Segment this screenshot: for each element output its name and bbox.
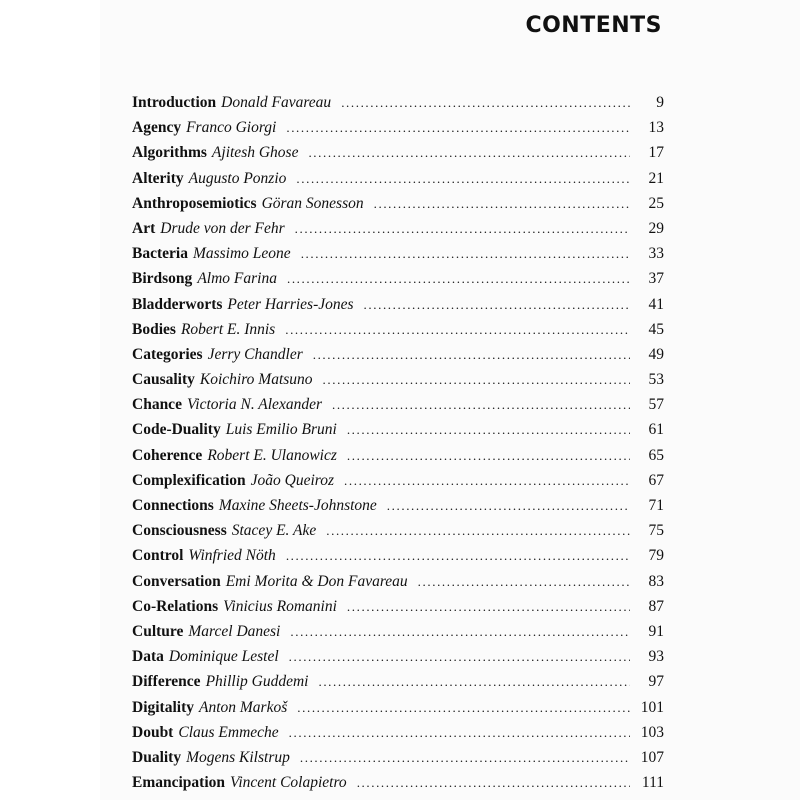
toc-page-number: 17 [648,144,664,162]
toc-topic: Data [132,648,164,666]
toc-page-number: 67 [648,471,664,489]
toc-leader-dots [289,725,630,741]
toc-topic: Doubt [132,723,174,741]
toc-author: Luis Emilio Bruni [225,421,337,439]
toc-leader-dots [300,750,630,766]
toc-page-number: 91 [648,622,664,640]
toc-leader-dots [347,599,630,615]
toc-topic: Control [132,547,184,565]
toc-leader-dots [374,196,630,212]
toc-author: Vincent Colapietro [230,774,347,792]
toc-leader-dots [344,473,630,489]
toc-leader-dots [286,548,630,564]
toc-page-number: 25 [648,194,664,212]
toc-entry [132,472,664,497]
toc-page-number: 87 [648,597,664,615]
toc-leader-dots [285,322,630,338]
toc-entry [132,296,664,321]
toc-leader-dots [326,523,630,539]
toc-page-number: 49 [648,345,664,363]
toc-leader-dots [297,700,630,716]
toc-page-number: 53 [648,371,664,389]
toc-entry [132,170,664,195]
toc-entry [132,497,664,522]
toc-author: Dominique Lestel [168,648,279,666]
toc-topic: Categories [132,345,203,363]
toc-page-number: 29 [648,219,664,237]
toc-author: Claus Emmeche [178,723,279,741]
toc-entry [132,598,664,623]
toc-author: Jerry Chandler [207,345,303,363]
toc-page-number: 9 [656,94,664,111]
toc-entry [132,94,664,119]
toc-leader-dots [296,171,630,187]
toc-topic: Connections [132,497,214,514]
toc-author: Anton Markoš [199,698,288,716]
toc-page-number: 83 [648,572,664,590]
toc-author: Robert E. Ulanowicz [207,446,337,464]
toc-page-number: 107 [640,748,664,766]
toc-topic: Introduction [132,94,217,111]
toc-leader-dots [301,246,630,262]
toc-entry [132,270,664,295]
toc-page-number: 45 [648,320,664,338]
toc-topic: Emancipation [132,774,226,792]
toc-author: Franco Giorgi [186,119,277,137]
toc-entry [132,724,664,749]
toc-entry [132,321,664,346]
toc-leader-dots [313,347,630,363]
toc-page-number: 71 [648,497,664,514]
toc-author: Maxine Sheets-Johnstone [218,497,377,514]
toc-topic: Coherence [132,446,203,464]
toc-leader-dots [332,397,630,413]
toc-page-number: 103 [640,723,664,741]
page-title: CONTENTS [525,13,662,38]
toc-topic: Duality [132,748,182,766]
toc-topic: Bodies [132,320,176,338]
toc-topic: Digitality [132,698,194,716]
toc-entry [132,623,664,648]
toc-leader-dots [418,574,630,590]
toc-author: Koichiro Matsuno [199,371,313,389]
toc-entry [132,195,664,220]
toc-author: João Queiroz [250,471,335,489]
toc-leader-dots [290,624,630,640]
toc-leader-dots [347,422,630,438]
toc-topic: Causality [132,371,195,389]
toc-author: Almo Farina [197,270,277,288]
toc-entry [132,396,664,421]
toc-page-number: 13 [648,119,664,137]
toc-page-number: 79 [648,547,664,565]
toc-author: Göran Sonesson [261,194,364,212]
toc-leader-dots [318,674,630,690]
toc-author: Donald Favareau [221,94,332,111]
toc-author: Mogens Kilstrup [186,748,290,766]
toc-topic: Agency [132,119,182,137]
toc-leader-dots [323,372,630,388]
toc-page-number: 33 [648,245,664,263]
toc-entry [132,648,664,673]
toc-topic: Bacteria [132,245,188,263]
toc-author: Stacey E. Ake [231,522,317,540]
toc-entry [132,421,664,446]
toc-topic: Birdsong [132,270,193,288]
toc-entry [132,699,664,724]
toc-page-number: 75 [648,522,664,540]
toc-entry [132,522,664,547]
toc-entry [132,371,664,396]
toc-topic: Code-Duality [132,421,221,439]
toc-topic: Culture [132,622,184,640]
toc-leader-dots [289,649,630,665]
toc-author: Emi Morita & Don Favareau [225,572,408,590]
toc-entry [132,573,664,598]
toc-entry [132,346,664,371]
toc-entry [132,144,664,169]
toc-leader-dots [287,271,630,287]
toc-page-number: 21 [648,169,664,187]
toc-topic: Alterity [132,169,184,187]
toc-topic: Conversation [132,572,221,590]
toc-topic: Consciousness [132,522,227,540]
toc-entry [132,119,664,144]
toc-page-number: 101 [640,698,664,716]
toc-page-number: 65 [648,446,664,464]
toc-entry [132,673,664,698]
toc-topic: Art [132,219,156,237]
table-of-contents [132,94,664,799]
toc-leader-dots [286,120,630,136]
toc-leader-dots [341,95,630,111]
toc-page-number: 57 [648,396,664,414]
toc-author: Marcel Danesi [188,622,281,640]
toc-leader-dots [295,221,630,237]
toc-page-number: 61 [648,421,664,439]
toc-author: Vinicius Romanini [223,597,337,615]
toc-entry [132,547,664,572]
toc-topic: Chance [132,396,182,414]
toc-author: Peter Harries-Jones [227,295,354,313]
toc-leader-dots [387,498,630,514]
toc-author: Ajitesh Ghose [211,144,299,162]
toc-topic: Co-Relations [132,597,219,615]
toc-topic: Anthroposemiotics [132,194,257,212]
toc-topic: Difference [132,673,201,691]
toc-page-number: 37 [648,270,664,288]
toc-leader-dots [364,297,630,313]
toc-entry [132,220,664,245]
toc-author: Victoria N. Alexander [186,396,322,414]
toc-page-number: 41 [648,295,664,313]
toc-topic: Complexification [132,471,246,489]
toc-author: Augusto Ponzio [188,169,287,187]
toc-leader-dots [308,145,630,161]
toc-entry [132,447,664,472]
toc-leader-dots [347,448,630,464]
toc-author: Phillip Guddemi [205,673,309,691]
toc-author: Winfried Nöth [188,547,276,565]
toc-entry [132,749,664,774]
toc-leader-dots [357,775,630,791]
toc-author: Drude von der Fehr [160,219,285,237]
toc-page-number: 93 [648,648,664,666]
toc-topic: Bladderworts [132,295,223,313]
toc-author: Robert E. Innis [180,320,276,338]
toc-topic: Algorithms [132,144,207,162]
toc-entry [132,774,664,799]
toc-page-number: 97 [648,673,664,691]
toc-author: Massimo Leone [192,245,291,263]
toc-page-number: 111 [641,774,664,792]
toc-entry [132,245,664,270]
